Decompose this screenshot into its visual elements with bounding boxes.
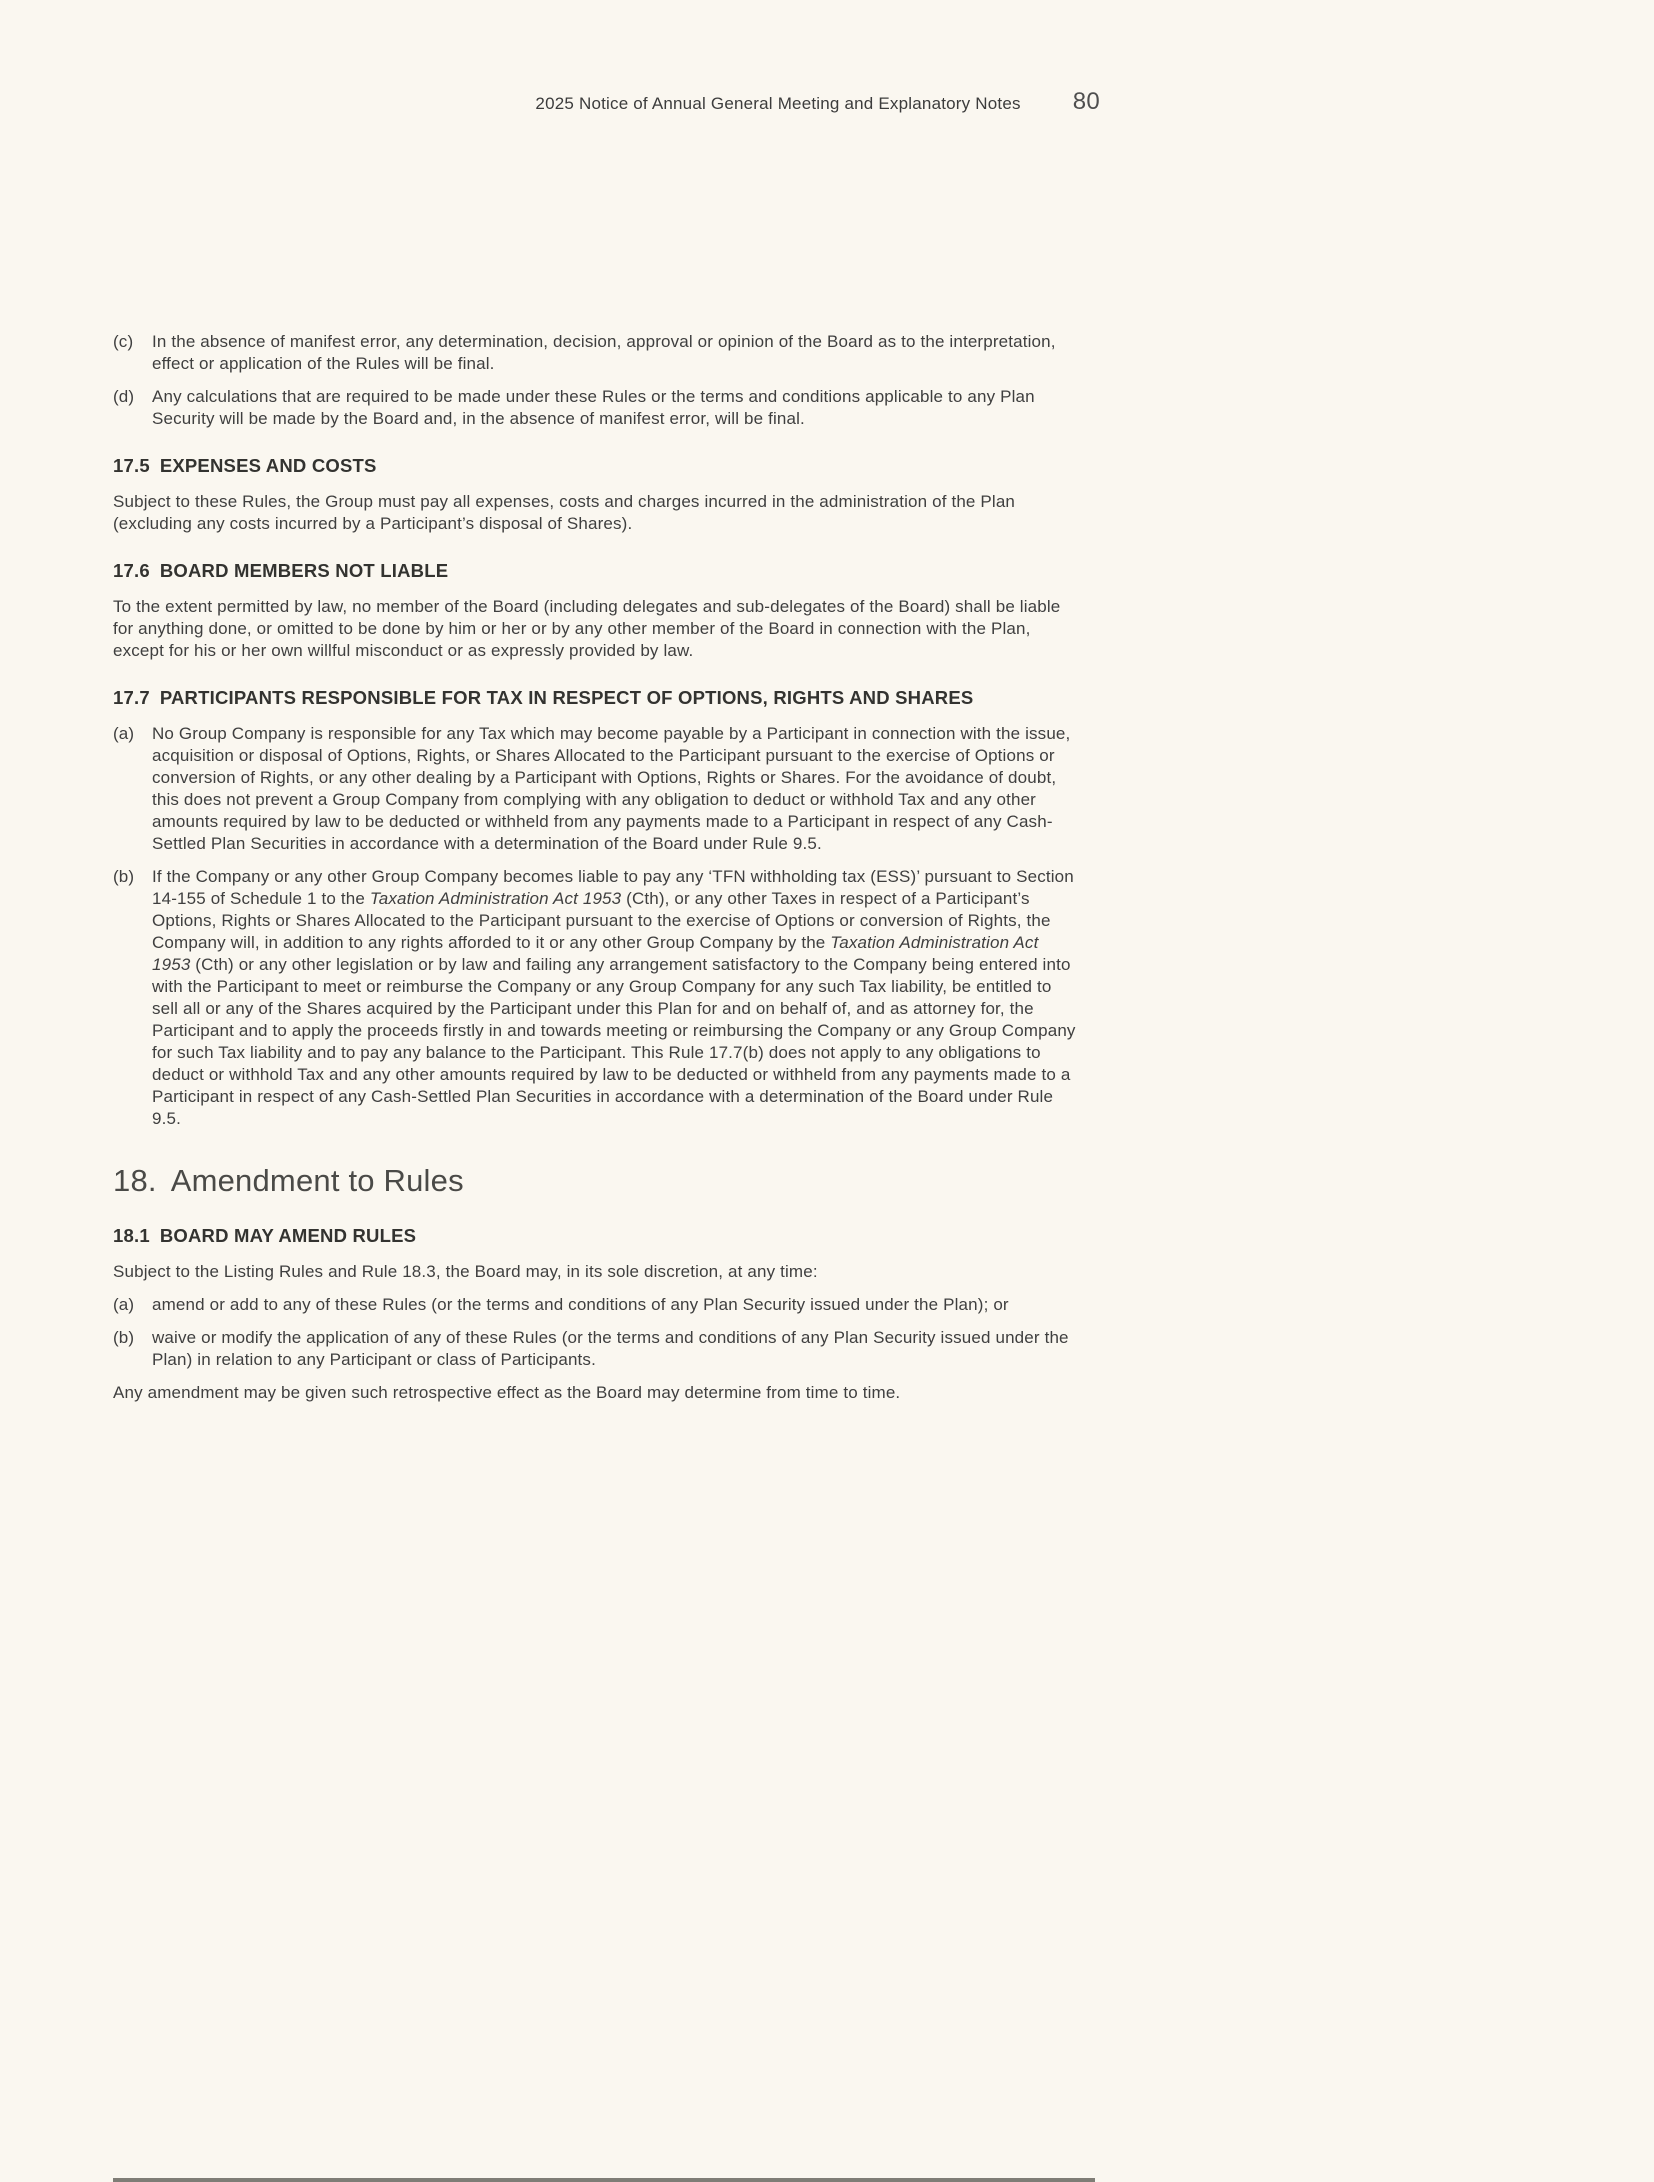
section-heading-17-7 bbox=[113, 686, 1080, 710]
list-item-a-17-7 bbox=[113, 723, 1080, 855]
section-title: BOARD MEMBERS NOT LIABLE bbox=[159, 560, 449, 581]
list-item-text: In the absence of manifest error, any determination, decision, approval or opinion of the Board as to the interpretation, effect or application of the Rules will be final. bbox=[152, 332, 1056, 373]
list-item-text: waive or modify the application of any of these Rules (or the terms and conditions of any Plan Security issued under the Plan) in relation to any Participant or class of Participants. bbox=[152, 1328, 1069, 1369]
section-number: 17.6 bbox=[113, 560, 150, 581]
list-item-d bbox=[113, 386, 1080, 430]
chapter-number: 18. bbox=[113, 1163, 157, 1198]
next-page-edge bbox=[113, 2178, 1095, 2182]
list-item-label: (d) bbox=[113, 387, 135, 406]
section-intro-18-1: Subject to the Listing Rules and Rule 18.3, the Board may, in its sole discretion, at any time: bbox=[113, 1262, 818, 1281]
list-item-text bbox=[152, 867, 1076, 1128]
chapter-heading-18 bbox=[113, 1162, 1080, 1200]
list-item-label: (b) bbox=[113, 867, 135, 886]
section-body-17-6: To the extent permitted by law, no member of the Board (including delegates and sub-delegates of the Board) shall be liable for anything done, or omitted to be done by him or her or by any other member of the Board in connection with the Plan, except for his or her own willful misconduct or as expressly provided by law. bbox=[113, 597, 1061, 660]
section-number: 18.1 bbox=[113, 1225, 150, 1246]
chapter-title: Amendment to Rules bbox=[170, 1163, 464, 1198]
document-content bbox=[113, 331, 1080, 1415]
act-title-italic: Taxation Administration Act 1953 bbox=[369, 889, 622, 908]
list-item-text: Any calculations that are required to be made under these Rules or the terms and conditions applicable to any Plan Security will be made by the Board and, in the absence of manifest error, will be final. bbox=[152, 387, 1035, 428]
list-item-label: (b) bbox=[113, 1328, 135, 1347]
section-title: EXPENSES AND COSTS bbox=[159, 455, 377, 476]
list-item-a-18-1 bbox=[113, 1294, 1080, 1316]
section-title: BOARD MAY AMEND RULES bbox=[159, 1225, 417, 1246]
list-item-label: (a) bbox=[113, 1295, 135, 1314]
section-heading-17-6 bbox=[113, 559, 1080, 583]
list-item-label: (a) bbox=[113, 724, 135, 743]
section-number: 17.5 bbox=[113, 455, 150, 476]
section-closing-18-1: Any amendment may be given such retrospective effect as the Board may determine from time to time. bbox=[113, 1383, 901, 1402]
act-title-italic: Taxation Administration Act 1953 bbox=[152, 933, 1039, 974]
list-item-text: amend or add to any of these Rules (or the terms and conditions of any Plan Security issued under the Plan); or bbox=[152, 1295, 1009, 1314]
section-heading-18-1 bbox=[113, 1224, 1080, 1248]
list-item-text: No Group Company is responsible for any Tax which may become payable by a Participant in connection with the issue, acquisition or disposal of Options, Rights, or Shares Allocated to the Participant pursuant to the exercise of Options or conversion of Rights, or any other dealing by a Participant with Options, Rights or Shares. For the avoidance of doubt, this does not prevent a Group Company from complying with any obligation to deduct or withhold Tax and any other amounts required by law to be deducted or withheld from any payments made to a Participant in respect of any Cash-Settled Plan Securities in accordance with a determination of the Board under Rule 9.5. bbox=[152, 724, 1071, 853]
section-body-17-5: Subject to these Rules, the Group must pay all expenses, costs and charges incurred in the administration of the Plan (excluding any costs incurred by a Participant’s disposal of Shares). bbox=[113, 492, 1016, 533]
running-header bbox=[535, 88, 1100, 116]
section-title: PARTICIPANTS RESPONSIBLE FOR TAX IN RESPECT OF OPTIONS, RIGHTS AND SHARES bbox=[159, 687, 974, 708]
list-item-label: (c) bbox=[113, 332, 134, 351]
section-number: 17.7 bbox=[113, 687, 150, 708]
running-header-title: 2025 Notice of Annual General Meeting and Explanatory Notes bbox=[535, 94, 1021, 113]
text-segment: If the Company or any other Group Company becomes liable to pay any ‘TFN withholding tax (ESS)’ pursuant to Section 14-155 of Schedule 1 to the bbox=[152, 867, 1074, 908]
page-number: 80 bbox=[1072, 88, 1100, 115]
section-heading-17-5 bbox=[113, 454, 1080, 478]
list-item-c bbox=[113, 331, 1080, 375]
text-segment: (Cth), or any other Taxes in respect of a Participant’s Options, Rights or Shares Allocated to the Participant pursuant to the exercise of Options or conversion of Rights, the Company will, in addition to any rights afforded to it or any other Group Company by the bbox=[152, 889, 1051, 952]
list-item-b-18-1 bbox=[113, 1327, 1080, 1371]
list-item-b-17-7 bbox=[113, 866, 1080, 1130]
text-segment: (Cth) or any other legislation or by law and failing any arrangement satisfactory to the Company being entered into with the Participant to meet or reimburse the Company or any Group Company for any such Tax liability, be entitled to sell all or any of the Shares acquired by the Participant under this Plan for and on behalf of, and as attorney for, the Participant and to apply the proceeds firstly in and towards meeting or reimbursing the Company or any Group Company for such Tax liability and to pay any balance to the Participant. This Rule 17.7(b) does not apply to any obligations to deduct or withhold Tax and any other amounts required by law to be deducted or withheld from any payments made to a Participant in respect of any Cash-Settled Plan Securities in accordance with a determination of the Board under Rule 9.5. bbox=[152, 955, 1076, 1128]
